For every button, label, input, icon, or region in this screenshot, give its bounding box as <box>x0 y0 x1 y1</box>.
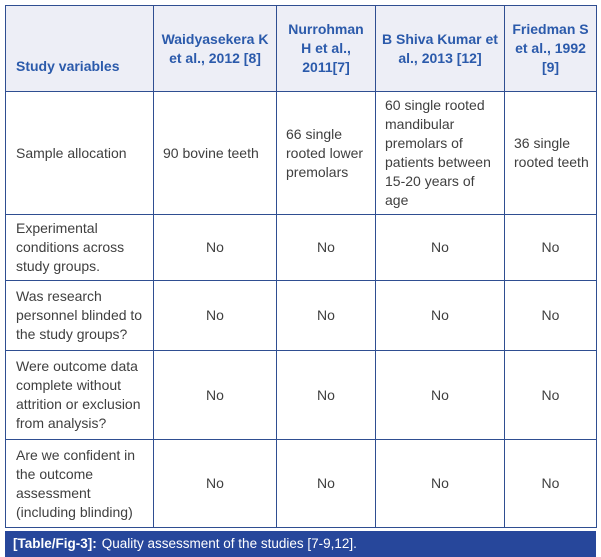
row-label: Are we confident in the outcome assessment (including blinding) <box>6 440 154 528</box>
table-cell: No <box>277 281 376 351</box>
column-header-study-variables: Study variables <box>6 6 154 92</box>
row-label: Was research personnel blinded to the study groups? <box>6 281 154 351</box>
table-cell: No <box>277 440 376 528</box>
table-cell: No <box>376 351 505 440</box>
table-row-personnel-blinded <box>6 281 597 351</box>
table-cell: No <box>505 351 597 440</box>
figure-caption <box>5 531 596 557</box>
table-cell: 66 single rooted lower premolars <box>277 92 376 215</box>
column-header-waidyasekera: Waidyasekera K et al., 2012 [8] <box>154 6 277 92</box>
row-label: Were outcome data complete without attrition or exclusion from analysis? <box>6 351 154 440</box>
table-row-outcome-data-complete <box>6 351 597 440</box>
table-cell: No <box>277 351 376 440</box>
row-label: Experimental conditions across study groups. <box>6 215 154 281</box>
table-row-outcome-assessment-confidence <box>6 440 597 528</box>
table-row-experimental-conditions <box>6 215 597 281</box>
table-cell: No <box>154 440 277 528</box>
table-cell: No <box>505 215 597 281</box>
table-cell: 60 single rooted mandibular premolars of patients between 15-20 years of age <box>376 92 505 215</box>
table-cell: No <box>154 351 277 440</box>
column-header-nurrohman: Nurrohman H et al., 2011[7] <box>277 6 376 92</box>
caption-text: Quality assessment of the studies [7-9,12]. <box>101 536 357 551</box>
table-cell: No <box>277 215 376 281</box>
column-header-shiva-kumar: B Shiva Kumar et al., 2013 [12] <box>376 6 505 92</box>
table-cell: No <box>376 440 505 528</box>
table-cell: No <box>376 215 505 281</box>
table-row-sample-allocation <box>6 92 597 215</box>
table-cell: 36 single rooted teeth <box>505 92 597 215</box>
table-cell: 90 bovine teeth <box>154 92 277 215</box>
table-cell: No <box>154 215 277 281</box>
caption-tag: [Table/Fig-3]: <box>13 536 97 551</box>
table-cell: No <box>505 440 597 528</box>
table-header-row <box>6 6 597 92</box>
table-cell: No <box>376 281 505 351</box>
table-cell: No <box>505 281 597 351</box>
table-cell: No <box>154 281 277 351</box>
row-label: Sample allocation <box>6 92 154 215</box>
quality-assessment-table <box>5 5 597 528</box>
column-header-friedman: Friedman S et al., 1992 [9] <box>505 6 597 92</box>
